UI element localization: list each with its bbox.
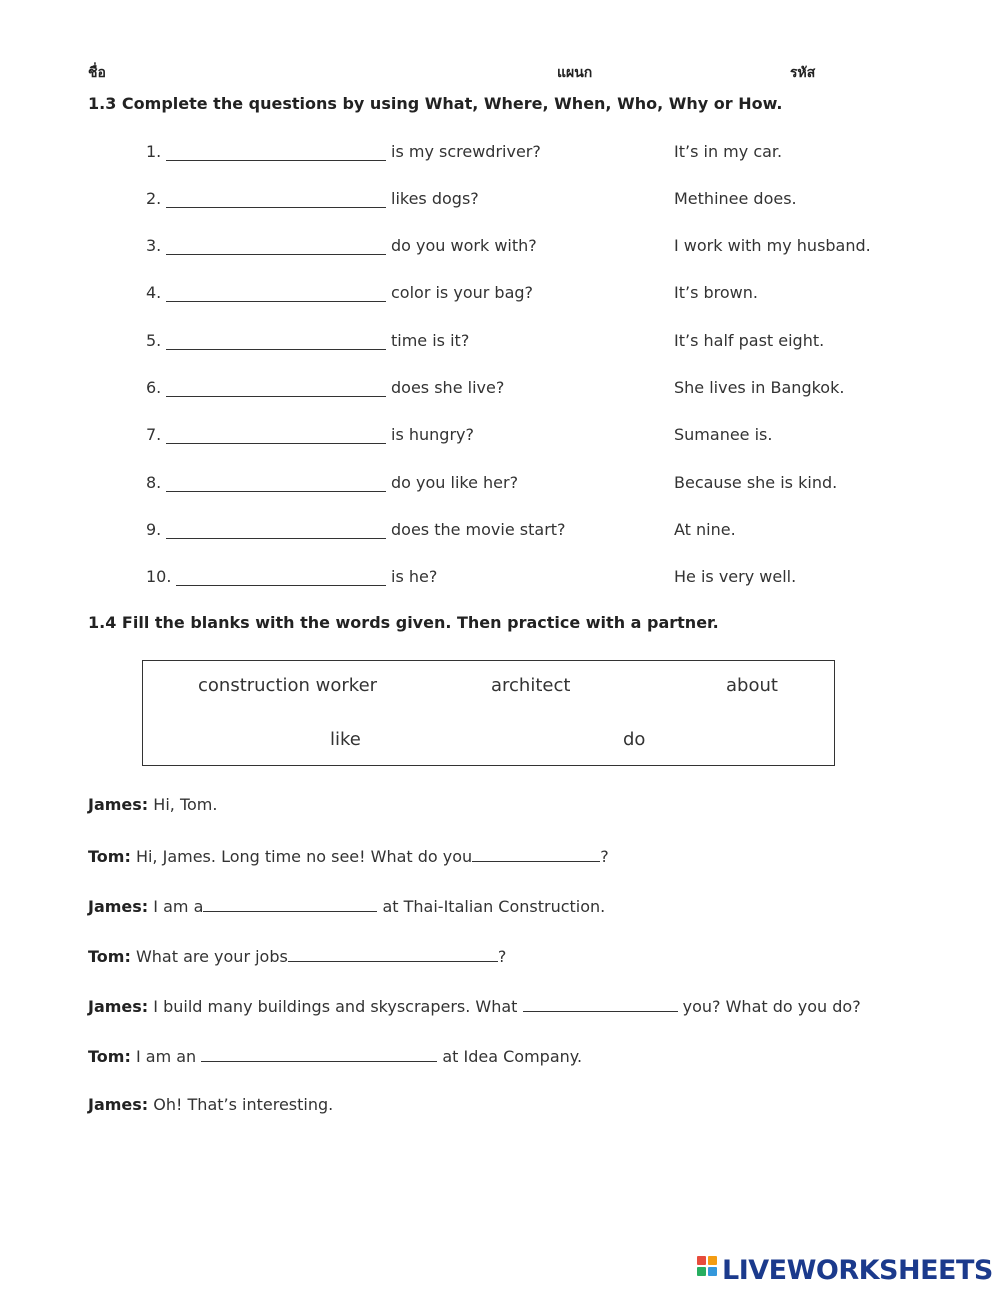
question-row	[0, 520, 1000, 544]
dialogue-line	[88, 795, 217, 814]
question-answer: Sumanee is.	[674, 425, 773, 444]
question-row	[0, 425, 1000, 449]
logo-tile	[697, 1267, 706, 1276]
question-answer: She lives in Bangkok.	[674, 378, 845, 397]
answer-blank[interactable]	[166, 378, 386, 397]
answer-blank[interactable]	[166, 425, 386, 444]
word-bank	[142, 660, 835, 766]
question-answer: Because she is kind.	[674, 473, 838, 492]
question-number: 4.	[146, 283, 162, 302]
speaker-name: James:	[88, 1095, 149, 1114]
question-row	[0, 189, 1000, 213]
answer-blank[interactable]	[166, 331, 386, 350]
dialogue-line	[88, 1045, 582, 1066]
question-answer: It’s brown.	[674, 283, 758, 302]
question-number: 10.	[146, 567, 172, 586]
answer-blank[interactable]	[166, 473, 386, 492]
question-text: is my screwdriver?	[391, 142, 541, 161]
speaker-name: Tom:	[88, 847, 131, 866]
liveworksheets-logo	[697, 1254, 993, 1286]
code-label: รหัส	[790, 65, 816, 81]
question-text: color is your bag?	[391, 283, 534, 302]
dialogue-text: Hi, Tom.	[153, 795, 218, 814]
question-row	[0, 283, 1000, 307]
speaker-name: Tom:	[88, 947, 131, 966]
dialogue-line	[88, 995, 861, 1016]
question-number: 6.	[146, 378, 162, 397]
logo-tile	[697, 1256, 706, 1265]
question-row	[0, 236, 1000, 260]
fill-blank[interactable]	[288, 945, 498, 962]
question-answer: It’s half past eight.	[674, 331, 825, 350]
question-row	[0, 567, 1000, 591]
dialogue-text: at Thai-Italian Construction.	[377, 897, 606, 916]
dialogue-text: Oh! That’s interesting.	[153, 1095, 334, 1114]
dialogue-text: What are your jobs	[135, 947, 288, 966]
question-text: do you work with?	[391, 236, 537, 255]
section-title-1-4: 1.4 Fill the blanks with the words given. Then practice with a partner.	[88, 613, 719, 632]
question-answer: He is very well.	[674, 567, 797, 586]
question-row	[0, 331, 1000, 355]
answer-blank[interactable]	[176, 567, 386, 586]
speaker-name: James:	[88, 897, 149, 916]
word-bank-item: construction worker	[198, 675, 378, 696]
dialogue-line	[88, 945, 506, 966]
dialogue-text: Hi, James. Long time no see! What do you	[135, 847, 473, 866]
question-answer: I work with my husband.	[674, 236, 871, 255]
dialogue-line	[88, 1095, 333, 1114]
fill-blank[interactable]	[203, 895, 377, 912]
question-row	[0, 473, 1000, 497]
question-answer: Methinee does.	[674, 189, 797, 208]
section-title-1-3: 1.3 Complete the questions by using What, Where, When, Who, Why or How.	[88, 94, 783, 113]
speaker-name: James:	[88, 997, 149, 1016]
speaker-name: Tom:	[88, 1047, 131, 1066]
word-bank-item: like	[330, 729, 361, 750]
question-number: 5.	[146, 331, 162, 350]
question-number: 9.	[146, 520, 162, 539]
dialogue-text: ?	[497, 947, 507, 966]
question-number: 3.	[146, 236, 162, 255]
answer-blank[interactable]	[166, 236, 386, 255]
question-text: likes dogs?	[391, 189, 479, 208]
question-text: do you like her?	[391, 473, 519, 492]
logo-mark-icon	[697, 1256, 719, 1284]
dialogue-text: ?	[600, 847, 609, 866]
dialogue-line	[88, 895, 605, 916]
fill-blank[interactable]	[201, 1045, 437, 1062]
question-number: 8.	[146, 473, 162, 492]
fill-blank[interactable]	[472, 845, 600, 862]
dialogue-text: I am a	[153, 897, 204, 916]
dialogue-text: you? What do you do?	[677, 997, 861, 1016]
word-bank-item: architect	[491, 675, 571, 696]
question-number: 1.	[146, 142, 162, 161]
answer-blank[interactable]	[166, 189, 386, 208]
word-bank-item: about	[726, 675, 778, 696]
dialogue-text: I build many buildings and skyscrapers. What	[153, 997, 523, 1016]
logo-tile	[708, 1267, 717, 1276]
question-text: does the movie start?	[391, 520, 566, 539]
question-answer: At nine.	[674, 520, 736, 539]
name-label: ชื่อ	[88, 65, 106, 81]
fill-blank[interactable]	[523, 995, 678, 1012]
question-text: does she live?	[391, 378, 505, 397]
question-row	[0, 142, 1000, 166]
answer-blank[interactable]	[166, 283, 386, 302]
dialogue-line	[88, 845, 609, 866]
question-text: is hungry?	[391, 425, 474, 444]
speaker-name: James:	[88, 795, 149, 814]
question-number: 2.	[146, 189, 162, 208]
question-number: 7.	[146, 425, 162, 444]
answer-blank[interactable]	[166, 520, 386, 539]
question-row	[0, 378, 1000, 402]
logo-tile	[708, 1256, 717, 1265]
department-label: แผนก	[557, 65, 593, 81]
question-text: is he?	[391, 567, 438, 586]
question-answer: It’s in my car.	[674, 142, 783, 161]
answer-blank[interactable]	[166, 142, 386, 161]
dialogue-text: at Idea Company.	[437, 1047, 583, 1066]
dialogue-text: I am an	[135, 1047, 202, 1066]
word-bank-item: do	[623, 729, 646, 750]
question-text: time is it?	[391, 331, 470, 350]
logo-text: LIVEWORKSHEETS	[722, 1254, 993, 1286]
